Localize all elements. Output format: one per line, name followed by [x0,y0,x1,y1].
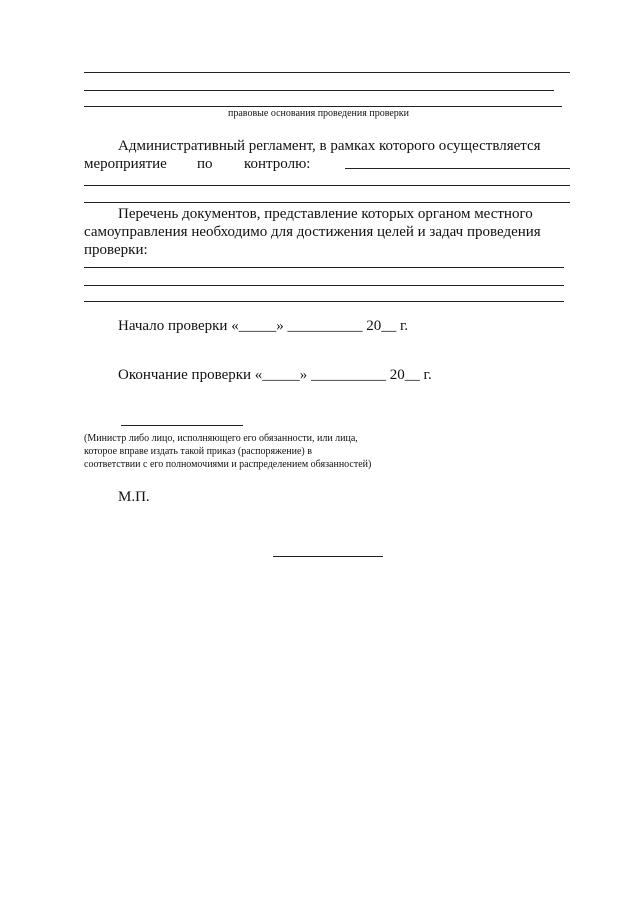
basis-line-3 [84,106,562,107]
basis-line-1 [84,72,570,73]
regulation-word-3: контролю: [244,156,311,172]
signature-note-line2: которое вправе издать такой приказ (распоряжение) в [84,446,312,457]
stamp-label: М.П. [118,489,150,505]
documents-text-line2: самоуправления необходимо для достижения целей и задач проведения [84,224,541,240]
inspection-start-date: Начало проверки «_____» __________ 20__ г. [118,318,409,334]
regulation-text-line1: Административный регламент, в рамках которого осуществляется [118,138,541,154]
basis-caption: правовые основания проведения проверки [228,108,410,119]
regulation-line-2 [84,185,570,186]
regulation-word-2: по [197,156,213,172]
basis-line-2 [84,90,554,91]
signature-note-line1: (Министр либо лицо, исполняющего его обязанности, или лица, [84,433,358,444]
signature-line [121,425,243,426]
closing-separator [273,556,383,557]
signature-note-line3: соответствии с его полномочиями и распределением обязанностей) [84,459,372,470]
documents-line-1 [84,267,564,268]
regulation-fill-line [345,168,570,169]
regulation-line-3 [84,202,570,203]
documents-text-line3: проверки: [84,242,148,258]
inspection-end-date: Окончание проверки «_____» __________ 20__ г. [118,367,432,383]
documents-text-line1: Перечень документов, представление которых органом местного [118,206,533,222]
documents-line-2 [84,285,564,286]
documents-line-3 [84,301,564,302]
regulation-word-1: мероприятие [84,156,167,172]
